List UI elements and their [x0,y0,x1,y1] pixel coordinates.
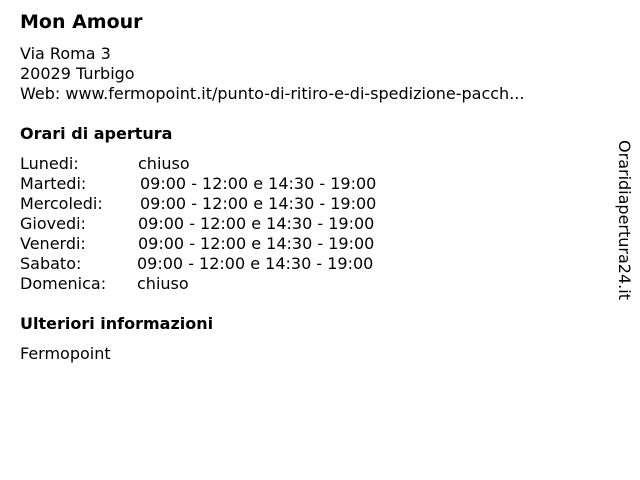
opening-hours-heading: Orari di apertura [20,124,173,143]
hours-time: 09:00 - 12:00 e 14:30 - 19:00 [137,254,374,273]
additional-info-heading: Ulteriori informazioni [20,314,214,333]
hours-time: 09:00 - 12:00 e 14:30 - 19:00 [138,214,375,233]
site-watermark: Oraridiapertura24.it [615,140,634,300]
web-link[interactable]: www.fermopoint.it/punto-di-ritiro-e-di-spedizione-pacch... [65,84,525,103]
web-line [20,84,524,104]
hours-time: 09:00 - 12:00 e 14:30 - 19:00 [140,194,377,213]
address-city: 20029 Turbigo [20,64,135,83]
hours-day: Venerdi: [20,234,86,253]
hours-day: Martedi: [20,174,87,193]
hours-day: Mercoledi: [20,194,103,213]
hours-day: Sabato: [20,254,82,273]
hours-day: Giovedi: [20,214,86,233]
hours-time: 09:00 - 12:00 e 14:30 - 19:00 [138,234,375,253]
hours-day: Lunedi: [20,154,79,173]
hours-time: 09:00 - 12:00 e 14:30 - 19:00 [140,174,377,193]
additional-info-text: Fermopoint [20,344,111,363]
address-street: Via Roma 3 [20,44,111,63]
address-block [20,44,524,104]
hours-time: chiuso [137,274,189,293]
hours-day: Domenica: [20,274,107,293]
hours-time: chiuso [138,154,190,173]
business-name: Mon Amour [20,11,143,33]
web-label: Web: [20,84,61,103]
